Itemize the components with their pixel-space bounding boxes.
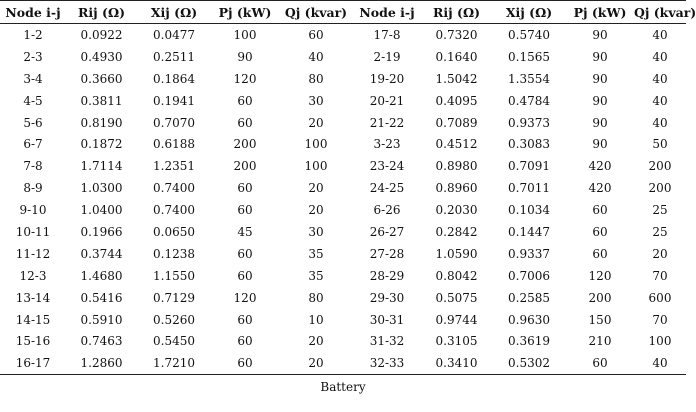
table-cell: 60 [237,356,253,371]
table-cell: 1.4680 [80,268,123,283]
table-cell: 0.2585 [508,290,550,305]
table-cell: 0.5260 [153,312,195,327]
table-row [0,177,686,199]
table-cell: 0.0650 [153,224,195,239]
table-cell: 1.7210 [153,356,195,371]
table-cell: 25 [652,203,668,218]
table-cell: 0.3105 [435,334,478,349]
table-cell: 60 [237,93,253,108]
table-cell: 0.7011 [508,181,550,196]
table-row [0,133,686,155]
table-cell: 60 [592,224,608,239]
table-cell: 4-5 [23,93,43,108]
table-row [0,330,686,352]
column-header: Rij (Ω) [433,4,480,20]
table-cell: 200 [233,159,257,174]
table-cell: 0.4784 [508,93,550,108]
table-cell: 90 [592,49,608,64]
table-row [0,309,686,331]
table-row [0,352,686,374]
table-cell: 60 [592,246,608,261]
table-cell: 0.7400 [153,203,195,218]
table-cell: 0.0477 [153,27,195,42]
table-header [0,1,696,24]
table-cell: 0.7400 [153,181,195,196]
table-cell: 80 [308,71,324,86]
table-cell: 40 [652,27,668,42]
table-cell: 0.5740 [508,27,550,42]
table-cell: 60 [237,268,253,283]
table-cell: 0.3744 [80,246,123,261]
table-cell: 60 [308,27,324,42]
table-cell: 60 [237,246,253,261]
column-header: Pj (kW) [573,4,627,20]
table-cell: 2-3 [23,49,43,64]
table-cell: 0.1034 [508,203,550,218]
table-cell: 0.4930 [80,49,123,64]
table-cell: 0.9744 [435,312,478,327]
column-header: Node i-j [5,4,61,20]
column-header: Qj (kvar) [284,4,348,20]
table-cell: 420 [588,181,612,196]
table-cell: 0.2842 [435,224,478,239]
table-cell: 0.2030 [435,203,478,218]
table-cell: 1-2 [23,27,43,42]
column-header: Xij (Ω) [150,4,198,20]
table-cell: 40 [652,356,668,371]
table-cell: 90 [592,27,608,42]
table-cell: 15-16 [15,334,51,349]
table-cell: 16-17 [15,356,51,371]
table-cell: 0.9630 [508,312,550,327]
table-cell: 20-21 [369,93,405,108]
table-cell: 32-33 [369,356,405,371]
table-cell: 60 [237,181,253,196]
table-cell: 0.8980 [435,159,478,174]
table-cell: 0.1565 [508,49,550,64]
table-cell: 0.1966 [80,224,123,239]
table-cell: 0.1864 [153,71,195,86]
table-row [0,46,686,68]
table-cell: 25 [652,224,668,239]
table-cell: 200 [233,137,257,152]
table-cell: 20 [308,356,324,371]
table-cell: 60 [237,203,253,218]
table-cell: 0.7091 [508,159,550,174]
table-cell: 31-32 [369,334,405,349]
table-cell: 1.2860 [80,356,123,371]
table-cell: 1.0590 [435,246,478,261]
table-cell: 90 [237,49,253,64]
table-cell: 200 [588,290,612,305]
table-cell: 0.7320 [435,27,478,42]
table-row [0,68,686,90]
table-cell: 0.6188 [153,137,195,152]
table-cell: 20 [652,246,668,261]
table-row [0,155,686,177]
table-cell: 200 [648,181,672,196]
table-cell: 9-10 [19,203,47,218]
table-cell: 10-11 [15,224,51,239]
table-cell: 0.3619 [508,334,550,349]
table-cell: 0.3811 [80,93,123,108]
table-cell: 35 [308,268,324,283]
column-header: Xij (Ω) [505,4,553,20]
table-cell: 29-30 [369,290,405,305]
table-cell: 20 [308,181,324,196]
table-cell: 45 [237,224,253,239]
table-cell: 60 [592,203,608,218]
table-cell: 40 [652,93,668,108]
table-cell: 40 [652,115,668,130]
table-cell: 3-4 [23,71,43,86]
table-row [0,90,686,112]
table-cell: 100 [304,159,328,174]
table-cell: 28-29 [369,268,405,283]
table-cell: 0.3083 [508,137,550,152]
table-cell: 0.1238 [153,246,195,261]
table-cell: 0.2511 [153,49,195,64]
table-cell: 40 [308,49,324,64]
table-cell: 1.2351 [153,159,195,174]
table-cell: 120 [233,71,257,86]
table-cell: 60 [592,356,608,371]
table-cell: 17-8 [373,27,401,42]
table-cell: 120 [588,268,612,283]
table-cell: 0.8190 [80,115,123,130]
table-cell: 14-15 [15,312,51,327]
table-cell: 11-12 [15,246,51,261]
table-cell: 1.0400 [80,203,123,218]
table-cell: 0.5450 [153,334,195,349]
table-cell: 6-26 [373,203,401,218]
table-cell: 7-8 [23,159,43,174]
table-cell: 100 [648,334,672,349]
table-cell: 30-31 [369,312,405,327]
table-cell: 40 [652,71,668,86]
table-cell: 70 [652,312,668,327]
table-cell: 0.8042 [435,268,478,283]
table-cell: 35 [308,246,324,261]
table-cell: 3-23 [373,137,401,152]
table-cell: 0.7463 [80,334,123,349]
table-body [0,24,686,375]
table-cell: 21-22 [369,115,405,130]
table-row [0,243,686,265]
table-cell: 60 [237,334,253,349]
table-cell: 70 [652,268,668,283]
table-cell: 120 [233,290,257,305]
table-cell: 0.9373 [508,115,550,130]
table-cell: 1.0300 [80,181,123,196]
table-cell: 150 [588,312,612,327]
table-cell: 27-28 [369,246,405,261]
table-cell: 0.5910 [80,312,123,327]
table-cell: 0.3410 [435,356,478,371]
table-cell: 20 [308,115,324,130]
table-row [0,199,686,221]
column-header: Node i-j [359,4,415,20]
table-cell: 10 [308,312,324,327]
table-cell: 8-9 [23,181,43,196]
table-cell: 6-7 [23,137,43,152]
header-row [0,1,686,24]
table-cell: 5-6 [23,115,43,130]
table-cell: 1.5042 [435,71,478,86]
table-cell: 0.3660 [80,71,123,86]
table-cell: 0.7006 [508,268,550,283]
table-cell: 30 [308,93,324,108]
table-cell: 90 [592,137,608,152]
table-cell: 0.4095 [435,93,478,108]
table-cell: 200 [648,159,672,174]
table-cell: 90 [592,71,608,86]
column-header: Qj (kvar) [634,4,696,20]
table-cell: 0.1640 [435,49,478,64]
table-cell: 0.0922 [80,27,123,42]
table-cell: 1.7114 [80,159,123,174]
table-row [0,287,686,309]
table-cell: 210 [588,334,612,349]
table-cell: 0.4512 [435,137,478,152]
table-cell: 19-20 [369,71,405,86]
table-cell: 420 [588,159,612,174]
table-cell: 12-3 [19,268,47,283]
table-cell: 20 [308,334,324,349]
table-cell: 0.5416 [80,290,123,305]
table-cell: 20 [308,203,324,218]
table-cell: 90 [592,115,608,130]
table-cell: 90 [592,93,608,108]
table-cell: 0.1447 [508,224,550,239]
table-cell: 23-24 [369,159,405,174]
table-cell: 80 [308,290,324,305]
table-cell: 13-14 [15,290,51,305]
table-cell: 2-19 [373,49,401,64]
table-cell: 100 [304,137,328,152]
table-cell: 26-27 [369,224,405,239]
column-header: Rij (Ω) [78,4,125,20]
table-cell: 24-25 [369,181,405,196]
table-cell: 1.1550 [153,268,195,283]
table-cell: 0.5302 [508,356,550,371]
table-row [0,24,686,46]
table-cell: 100 [233,27,257,42]
column-header: Pj (kW) [218,4,272,20]
table-cell: 0.8960 [435,181,478,196]
table-cell: 0.7089 [435,115,478,130]
table-row [0,112,686,134]
table-row [0,265,686,287]
table-cell: 30 [308,224,324,239]
table-cell: 600 [648,290,672,305]
table-cell: 0.7129 [153,290,195,305]
table-cell: 40 [652,49,668,64]
table-cell: 0.7070 [153,115,195,130]
table-cell: 60 [237,312,253,327]
caption-text: Battery [320,380,366,394]
table-cell: 50 [652,137,668,152]
table-row [0,221,686,243]
table-cell: 60 [237,115,253,130]
table-cell: 1.3554 [508,71,550,86]
table-cell: 0.5075 [435,290,478,305]
table-cell: 0.1872 [80,137,123,152]
table-cell: 0.1941 [153,93,195,108]
table-cell: 0.9337 [508,246,550,261]
